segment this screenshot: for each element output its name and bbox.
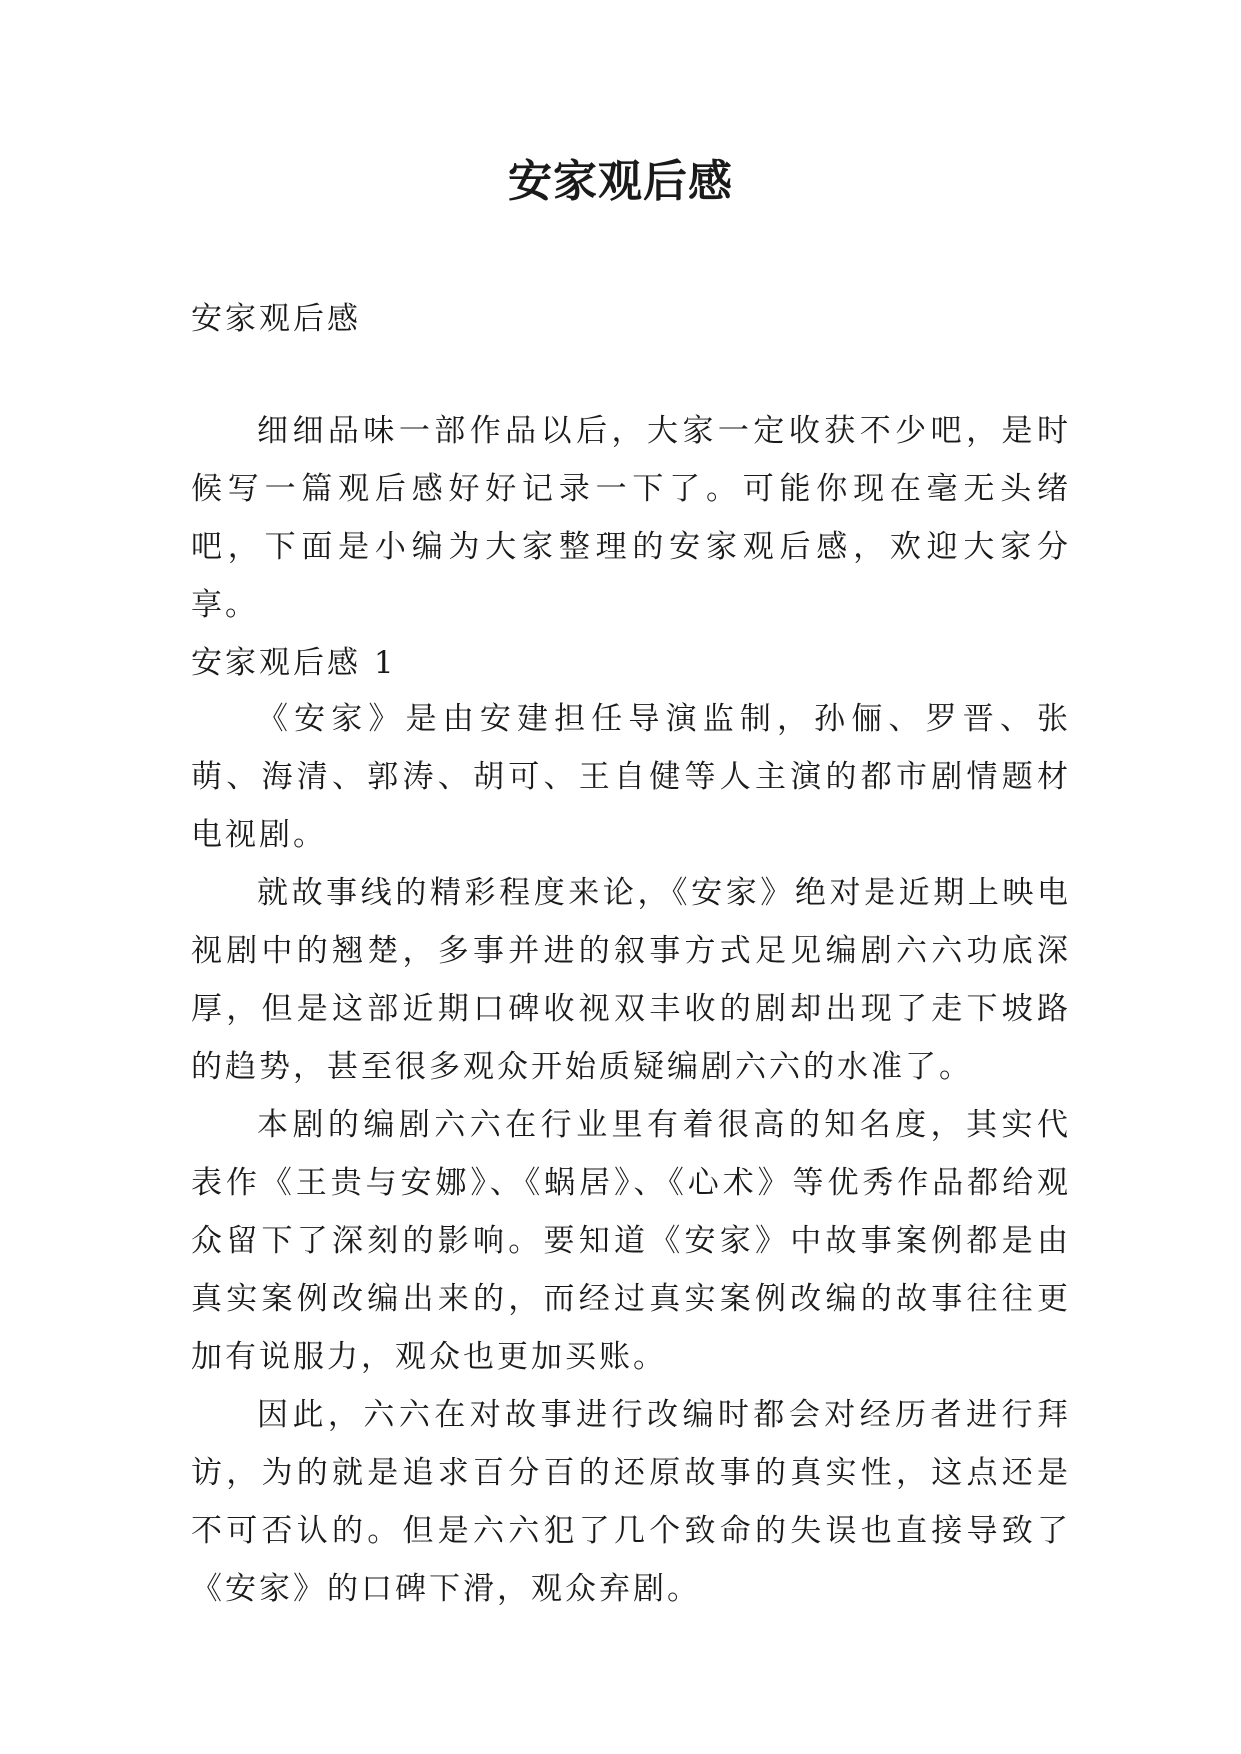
paragraph: 《安家》是由安建担任导演监制，孙俪、罗晋、张萌、海清、郭涛、胡可、王自健等人主演的都市剧情题材电视剧。	[191, 701, 1071, 853]
intro-paragraph: 细细品味一部作品以后，大家一定收获不少吧，是时候写一篇观后感好好记录一下了。可能你现在毫无头绪吧，下面是小编为大家整理的安家观后感，欢迎大家分享。	[191, 413, 1071, 623]
paragraph: 因此，六六在对故事进行改编时都会对经历者进行拜访，为的就是追求百分百的还原故事的真实性，这点还是不可否认的。但是六六犯了几个致命的失误也直接导致了《安家》的口碑下滑，观众弃剧。	[191, 1397, 1071, 1607]
document-subtitle: 安家观后感	[191, 301, 361, 337]
paragraph: 就故事线的精彩程度来论，《安家》绝对是近期上映电视剧中的翘楚，多事并进的叙事方式足见编剧六六功底深厚，但是这部近期口碑收视双丰收的剧却出现了走下坡路的趋势，甚至很多观众开始质疑编剧六六的水准了。	[191, 875, 1071, 1085]
section-heading: 安家观后感 1	[191, 645, 397, 681]
section-content	[191, 690, 1071, 1618]
paragraph: 本剧的编剧六六在行业里有着很高的知名度，其实代表作《王贵与安娜》、《蜗居》、《心术》等优秀作品都给观众留下了深刻的影响。要知道《安家》中故事案例都是由真实案例改编出来的，而经过真实案例改编的故事往往更加有说服力，观众也更加买账。	[191, 1107, 1071, 1375]
document-title: 安家观后感	[508, 156, 733, 207]
